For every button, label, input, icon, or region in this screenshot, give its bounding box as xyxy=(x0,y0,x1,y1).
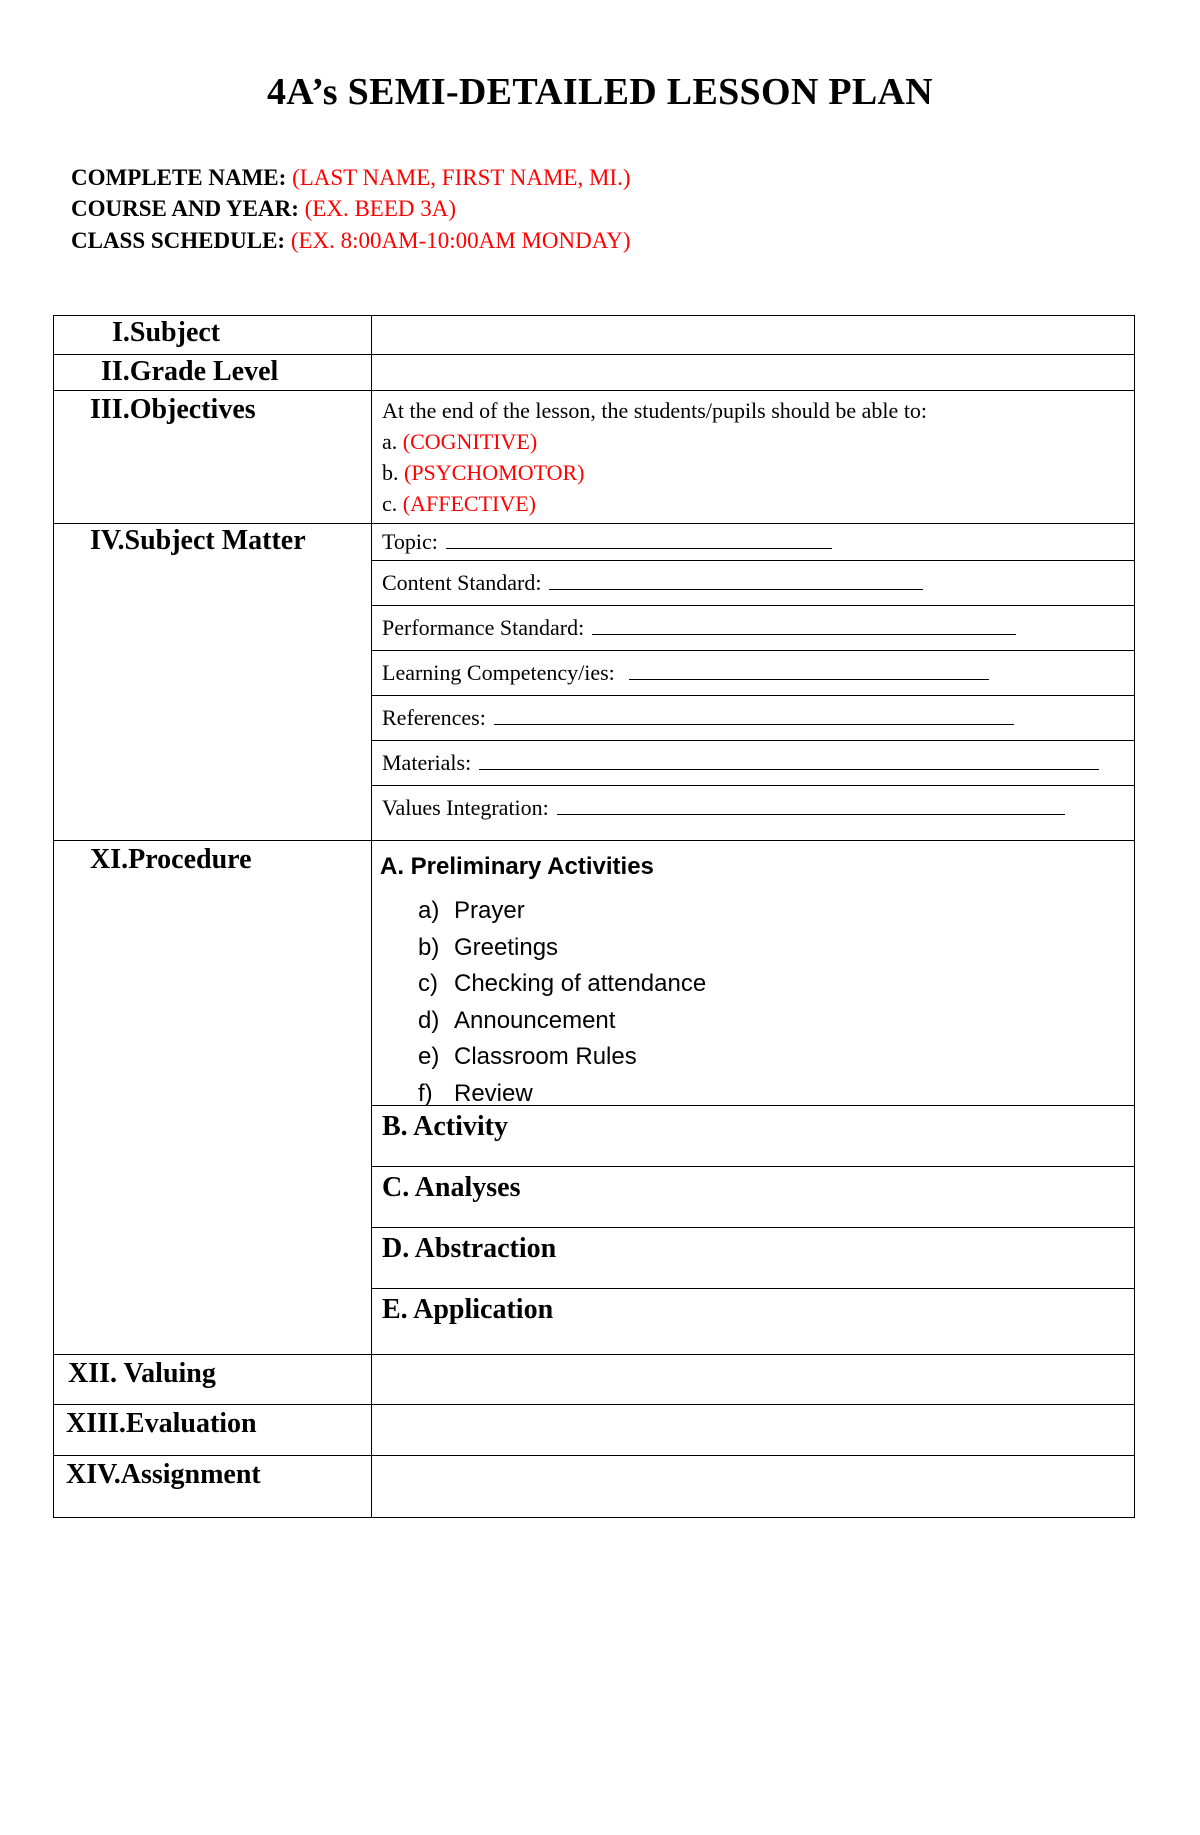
materials-label: Materials: xyxy=(382,750,472,775)
list-item-label: Greetings xyxy=(454,933,559,961)
application-section[interactable]: E. Application xyxy=(372,1288,1134,1353)
objective-affective xyxy=(382,488,1124,519)
complete-name-line xyxy=(71,163,630,193)
objective-a-value: (COGNITIVE) xyxy=(402,429,538,454)
references-label: References: xyxy=(382,705,486,730)
subject-row xyxy=(54,316,1135,355)
topic-field[interactable] xyxy=(372,524,1134,561)
procedure-row xyxy=(54,841,1135,1355)
grade-level-row xyxy=(54,355,1135,391)
objectives-content xyxy=(372,391,1134,523)
references-blank-line xyxy=(494,704,1014,725)
learning-competency-field[interactable] xyxy=(372,651,1134,696)
objective-c-marker: c. xyxy=(382,491,398,516)
list-item xyxy=(418,893,1134,930)
evaluation-label: XIII.Evaluation xyxy=(66,1408,257,1439)
document-title: 4A’s SEMI-DETAILED LESSON PLAN xyxy=(266,71,934,113)
performance-standard-label: Performance Standard: xyxy=(382,615,585,640)
objectives-label: III.Objectives xyxy=(90,394,256,425)
materials-blank-line xyxy=(479,749,1099,770)
list-item-marker: f) xyxy=(418,1079,433,1107)
objective-b-marker: b. xyxy=(382,460,399,485)
assignment-label: XIV.Assignment xyxy=(66,1459,261,1490)
lesson-plan-table xyxy=(53,315,1135,1518)
learning-competency-label: Learning Competency/ies: xyxy=(382,660,615,685)
grade-level-label: II.Grade Level xyxy=(101,356,279,387)
content-standard-label: Content Standard: xyxy=(382,570,542,595)
values-integration-field[interactable] xyxy=(372,786,1134,831)
values-integration-blank-line xyxy=(557,794,1065,815)
procedure-content-cell xyxy=(372,841,1135,1355)
evaluation-row xyxy=(54,1405,1135,1456)
objective-b-value: (PSYCHOMOTOR) xyxy=(404,460,585,485)
materials-field[interactable] xyxy=(372,741,1134,786)
learning-competency-blank-line xyxy=(629,659,989,680)
complete-name-label: COMPLETE NAME: xyxy=(71,165,287,190)
evaluation-label-cell xyxy=(54,1405,372,1456)
references-field[interactable] xyxy=(372,696,1134,741)
class-schedule-label: CLASS SCHEDULE: xyxy=(71,228,286,253)
list-item-label: Announcement xyxy=(454,1006,616,1034)
assignment-label-cell xyxy=(54,1456,372,1518)
preliminary-activities-title: A. Preliminary Activities xyxy=(380,853,654,880)
valuing-label: XII. Valuing xyxy=(68,1358,216,1389)
analyses-section[interactable]: C. Analyses xyxy=(372,1166,1134,1227)
subject-matter-content-cell xyxy=(372,524,1135,841)
objectives-content-cell xyxy=(372,391,1135,524)
content-standard-field[interactable] xyxy=(372,561,1134,606)
content-standard-blank-line xyxy=(549,569,923,590)
list-item xyxy=(418,966,1134,1003)
valuing-row xyxy=(54,1355,1135,1405)
list-item-label: Checking of attendance xyxy=(454,970,707,997)
objectives-intro: At the end of the lesson, the students/pupils should be able to: xyxy=(382,398,928,423)
grade-level-label-cell xyxy=(54,355,372,391)
preliminary-activities-list xyxy=(372,893,1134,1112)
performance-standard-blank-line xyxy=(592,614,1016,635)
valuing-value-cell[interactable] xyxy=(372,1355,1135,1405)
list-item-label: Prayer xyxy=(454,897,525,924)
subject-matter-label: IV.Subject Matter xyxy=(90,525,306,556)
assignment-row xyxy=(54,1456,1135,1518)
list-item xyxy=(418,1003,1134,1040)
list-item xyxy=(418,930,1134,967)
subject-matter-label-cell xyxy=(54,524,372,841)
subject-value-cell[interactable] xyxy=(372,316,1135,355)
grade-level-value-cell[interactable] xyxy=(372,355,1135,391)
subject-label: I.Subject xyxy=(112,317,221,348)
list-item-marker: a) xyxy=(418,897,440,924)
activity-section[interactable]: B. Activity xyxy=(372,1105,1134,1166)
list-item-marker: d) xyxy=(418,1006,440,1034)
procedure-label: XI.Procedure xyxy=(90,844,252,875)
procedure-label-cell xyxy=(54,841,372,1355)
course-year-line xyxy=(71,194,456,224)
list-item-label: Classroom Rules xyxy=(454,1043,637,1070)
evaluation-value-cell[interactable] xyxy=(372,1405,1135,1456)
abstraction-section[interactable]: D. Abstraction xyxy=(372,1227,1134,1288)
objective-a-marker: a. xyxy=(382,429,398,454)
objectives-label-cell xyxy=(54,391,372,524)
class-schedule-line xyxy=(71,226,631,256)
course-year-value: (EX. BEED 3A) xyxy=(304,196,457,221)
list-item xyxy=(418,1039,1134,1076)
list-item-marker: e) xyxy=(418,1043,440,1070)
class-schedule-value: (EX. 8:00AM-10:00AM MONDAY) xyxy=(290,228,631,253)
course-year-label: COURSE AND YEAR: xyxy=(71,196,299,221)
subject-label-cell xyxy=(54,316,372,355)
objective-c-value: (AFFECTIVE) xyxy=(402,491,536,516)
values-integration-label: Values Integration: xyxy=(382,795,549,820)
objective-psychomotor xyxy=(382,457,1124,488)
list-item-marker: c) xyxy=(418,970,438,997)
objectives-row xyxy=(54,391,1135,524)
objective-cognitive xyxy=(382,426,1124,457)
list-item-label: Review xyxy=(454,1079,533,1107)
performance-standard-field[interactable] xyxy=(372,606,1134,651)
subject-matter-row xyxy=(54,524,1135,841)
topic-blank-line xyxy=(446,528,832,549)
preliminary-activities xyxy=(372,841,1134,1105)
complete-name-value: (LAST NAME, FIRST NAME, MI.) xyxy=(292,165,631,190)
list-item-marker: b) xyxy=(418,933,440,961)
assignment-value-cell[interactable] xyxy=(372,1456,1135,1518)
topic-label: Topic: xyxy=(382,529,438,554)
valuing-label-cell xyxy=(54,1355,372,1405)
